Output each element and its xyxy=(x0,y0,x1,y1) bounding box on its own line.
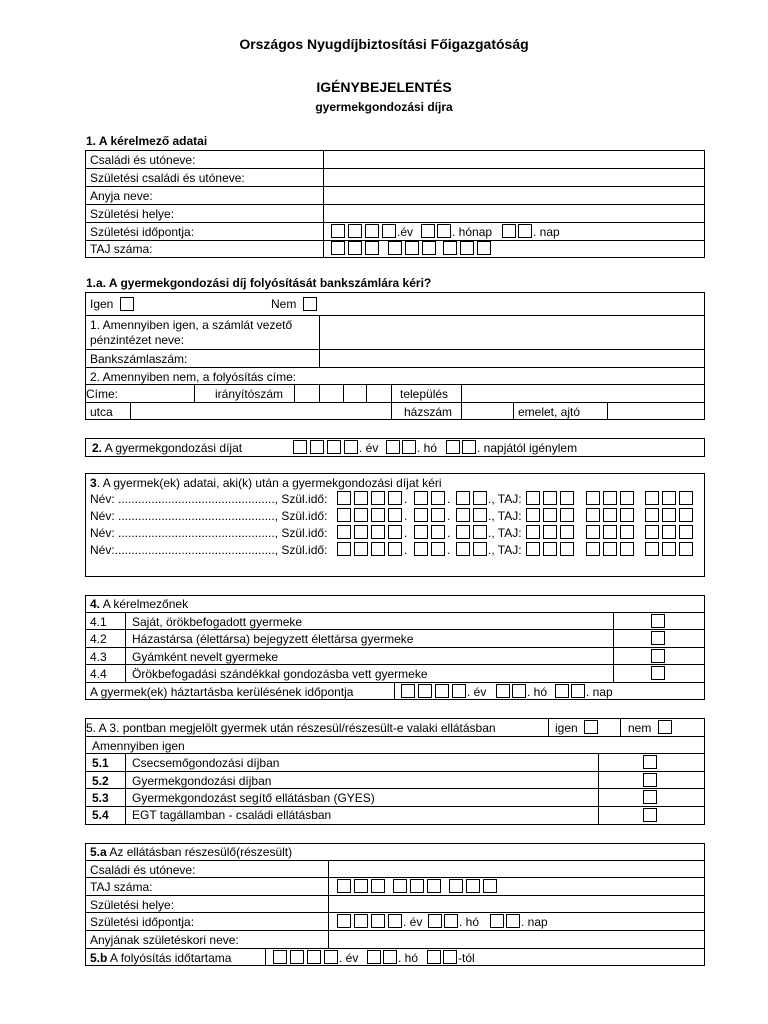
bank-yes-checkbox[interactable] xyxy=(120,297,134,311)
recipient-birth-year-digit[interactable] xyxy=(371,914,385,928)
payment-start-year-digit[interactable] xyxy=(307,950,321,964)
child-birth-year-digit[interactable] xyxy=(388,525,402,539)
s4-row-code: 4.2 xyxy=(90,632,107,646)
bank-no-label: Nem xyxy=(271,297,297,311)
applicant-birth-year-digit[interactable] xyxy=(365,224,379,238)
recipient-name-label: Családi és utóneve: xyxy=(90,863,196,877)
s5-row-code: 5.1 xyxy=(92,756,109,770)
separator-dot: . xyxy=(447,526,451,540)
bank-account-label: Bankszámlaszám: xyxy=(90,352,188,366)
bank-no-checkbox[interactable] xyxy=(303,297,317,311)
s5-no-checkbox[interactable] xyxy=(658,720,672,734)
applicant-taj-digit[interactable] xyxy=(405,241,419,255)
recipient-birthdate-label: Születési időpontja: xyxy=(90,915,195,929)
recipient-mother-name-label: Anyjának születéskori neve: xyxy=(90,933,239,947)
applicant-taj-digit[interactable] xyxy=(388,241,402,255)
separator-dot: . xyxy=(404,492,408,506)
s5-eea-checkbox[interactable] xyxy=(643,808,657,822)
s5-infant-care-checkbox[interactable] xyxy=(643,755,657,769)
applicant-mother-name-label: Anyja neve: xyxy=(90,189,153,203)
recipient-taj-digit[interactable] xyxy=(393,879,407,893)
s5-if-yes-label: Amennyiben igen xyxy=(92,739,185,753)
child-birth-year-digit[interactable] xyxy=(337,542,351,556)
applicant-taj-digit[interactable] xyxy=(422,241,436,255)
applicant-name-label: Családi és utóneve: xyxy=(90,153,196,167)
bank-yes-label: Igen xyxy=(90,297,114,311)
gyed-start-year-digit[interactable] xyxy=(310,440,324,454)
recipient-birth-year-digit[interactable] xyxy=(354,914,368,928)
month-suffix: . hó xyxy=(417,441,438,455)
child-birth-day-digit[interactable] xyxy=(456,491,470,505)
section-5b-code: 5.b xyxy=(90,951,108,965)
section-4-num: 4. xyxy=(90,597,101,611)
child-birth-day-digit[interactable] xyxy=(456,508,470,522)
s5-yes-checkbox[interactable] xyxy=(584,720,598,734)
section-5a-title-text: Az ellátásban részesülő(részesült) xyxy=(109,845,293,859)
recipient-taj-digit[interactable] xyxy=(483,879,497,893)
gyed-start-year-digit[interactable] xyxy=(293,440,307,454)
recipient-birth-day-digit[interactable] xyxy=(506,914,520,928)
s4-guardian-child-checkbox[interactable] xyxy=(651,649,665,663)
child-taj-label: ., TAJ: xyxy=(488,509,522,523)
applicant-birthdate-label: Születési időpontja: xyxy=(90,225,195,239)
applicant-birth-month-digit[interactable] xyxy=(421,224,435,238)
child-name-label: Név:................................................, Szül.idő: xyxy=(90,543,328,557)
month-suffix: . hónap xyxy=(452,225,493,239)
section-2-text: A gyermekgondozási díjat xyxy=(104,441,243,455)
child-birth-month-digit[interactable] xyxy=(414,491,428,505)
s5-row-text: Gyermekgondozást segítő ellátásban (GYES) xyxy=(132,791,375,805)
gyed-start-year-digit[interactable] xyxy=(327,440,341,454)
child-taj-digit[interactable] xyxy=(662,542,676,556)
child-taj-digit[interactable] xyxy=(586,491,600,505)
household-date-label: A gyermek(ek) háztartásba kerülésének időpontja xyxy=(90,685,354,699)
child-taj-digit[interactable] xyxy=(560,508,574,522)
s5-row-code: 5.2 xyxy=(92,774,109,788)
gyed-start-day-digit[interactable] xyxy=(446,440,460,454)
separator-dot: . xyxy=(447,492,451,506)
child-taj-digit[interactable] xyxy=(543,542,557,556)
child-taj-digit[interactable] xyxy=(645,491,659,505)
payment-start-year-digit[interactable] xyxy=(273,950,287,964)
child-taj-digit[interactable] xyxy=(620,542,634,556)
applicant-birth-day-digit[interactable] xyxy=(502,224,516,238)
separator-dot: . xyxy=(404,509,408,523)
child-birth-year-digit[interactable] xyxy=(371,508,385,522)
applicant-birthplace-label: Születési helye: xyxy=(90,207,175,221)
child-birth-month-digit[interactable] xyxy=(431,542,445,556)
gyed-start-day-digit[interactable] xyxy=(462,440,476,454)
s4-spouse-child-checkbox[interactable] xyxy=(651,631,665,645)
from-suffix: -tól xyxy=(458,951,475,965)
payment-start-month-digit[interactable] xyxy=(367,950,381,964)
year-suffix: . év xyxy=(467,685,487,699)
child-taj-digit[interactable] xyxy=(526,525,540,539)
section-2-tail: . napjától igénylem xyxy=(477,441,578,455)
section-5b-label xyxy=(90,951,231,965)
child-taj-digit[interactable] xyxy=(620,525,634,539)
year-suffix: . év xyxy=(339,951,359,965)
floor-door-label: emelet, ajtó xyxy=(518,405,581,419)
s5-row-code: 5.3 xyxy=(92,791,109,805)
s4-own-child-checkbox[interactable] xyxy=(651,614,665,628)
child-taj-digit[interactable] xyxy=(603,508,617,522)
recipient-birth-year-digit[interactable] xyxy=(388,914,402,928)
child-birth-day-digit[interactable] xyxy=(473,525,487,539)
s5-row-text: Csecsemőgondozási díjban xyxy=(132,756,280,770)
household-year-digit[interactable] xyxy=(435,684,449,698)
s4-row-text: Gyámként nevelt gyermeke xyxy=(132,650,279,664)
gyed-start-year-digit[interactable] xyxy=(344,440,358,454)
child-taj-digit[interactable] xyxy=(662,491,676,505)
section-2-num: 2. xyxy=(92,441,103,455)
s4-row-text: Örökbefogadási szándékkal gondozásba vett gyermeke xyxy=(132,667,428,681)
child-birth-month-digit[interactable] xyxy=(431,508,445,522)
child-birth-year-digit[interactable] xyxy=(337,525,351,539)
child-taj-label: ., TAJ: xyxy=(488,543,522,557)
s5-yes-label: igen xyxy=(555,721,578,735)
child-taj-digit[interactable] xyxy=(679,508,693,522)
child-birth-year-digit[interactable] xyxy=(388,542,402,556)
child-name-label: Név: ..............................................., Szül.idő: xyxy=(90,509,328,523)
month-suffix: . hó xyxy=(459,915,480,929)
section-2-number xyxy=(92,441,242,455)
section-4-title-text: A kérelmezőnek xyxy=(102,597,189,611)
child-taj-digit[interactable] xyxy=(603,491,617,505)
child-birth-month-digit[interactable] xyxy=(431,491,445,505)
child-name-label: Név: ..............................................., Szül.idő: xyxy=(90,526,328,540)
section-1a-title: 1.a. A gyermekgondozási díj folyósítását bankszámlára kéri? xyxy=(86,276,432,290)
applicant-taj-digit[interactable] xyxy=(365,241,379,255)
child-taj-digit[interactable] xyxy=(603,525,617,539)
recipient-taj-digit[interactable] xyxy=(354,879,368,893)
separator-dot: . xyxy=(404,526,408,540)
payment-start-year-digit[interactable] xyxy=(324,950,338,964)
household-day-digit[interactable] xyxy=(555,684,569,698)
child-taj-label: ., TAJ: xyxy=(488,526,522,540)
bank-name-label-line2: pénzintézet neve: xyxy=(90,333,185,347)
organization-name: Országos Nyugdíjbiztosítási Főigazgatóság xyxy=(239,36,529,52)
payment-start-day-digit[interactable] xyxy=(427,950,441,964)
household-year-digit[interactable] xyxy=(401,684,415,698)
child-birth-day-digit[interactable] xyxy=(456,525,470,539)
child-birth-month-digit[interactable] xyxy=(414,525,428,539)
house-number-label: házszám xyxy=(404,405,453,419)
recipient-birth-month-digit[interactable] xyxy=(428,914,442,928)
child-birth-year-digit[interactable] xyxy=(371,542,385,556)
child-taj-digit[interactable] xyxy=(679,525,693,539)
s4-row-text: Saját, örökbefogadott gyermeke xyxy=(132,615,303,629)
applicant-taj-digit[interactable] xyxy=(460,241,474,255)
child-taj-digit[interactable] xyxy=(543,525,557,539)
bank-name-label-line1: 1. Amennyiben igen, a számlát vezető xyxy=(90,318,293,332)
household-year-digit[interactable] xyxy=(418,684,432,698)
child-taj-digit[interactable] xyxy=(603,542,617,556)
applicant-birth-year-digit[interactable] xyxy=(348,224,362,238)
separator-dot: . xyxy=(404,543,408,557)
payment-start-month-digit[interactable] xyxy=(383,950,397,964)
child-birth-day-digit[interactable] xyxy=(456,542,470,556)
form-subtitle: gyermekgondozási díjra xyxy=(315,100,453,114)
section-5a-code: 5.a xyxy=(90,845,107,859)
s5-row-text: EGT tagállamban - családi ellátásban xyxy=(132,808,332,822)
child-taj-digit[interactable] xyxy=(586,508,600,522)
child-birth-year-digit[interactable] xyxy=(354,542,368,556)
child-birth-year-digit[interactable] xyxy=(354,525,368,539)
child-taj-digit[interactable] xyxy=(662,525,676,539)
child-taj-digit[interactable] xyxy=(620,508,634,522)
recipient-birth-month-digit[interactable] xyxy=(444,914,458,928)
day-suffix: . nap xyxy=(521,915,548,929)
section-3-title xyxy=(90,476,442,490)
payment-start-year-digit[interactable] xyxy=(290,950,304,964)
s5-gyes-checkbox[interactable] xyxy=(643,790,657,804)
child-name-label: Név: ..............................................., Szül.idő: xyxy=(90,492,328,506)
child-birth-day-digit[interactable] xyxy=(473,508,487,522)
address-label: Címe: xyxy=(86,387,119,401)
s5-row-code: 5.4 xyxy=(92,808,109,822)
household-month-digit[interactable] xyxy=(496,684,510,698)
child-taj-digit[interactable] xyxy=(526,542,540,556)
child-birth-year-digit[interactable] xyxy=(337,508,351,522)
s4-row-code: 4.4 xyxy=(90,667,107,681)
year-suffix: . év xyxy=(359,441,379,455)
applicant-taj-label: TAJ száma: xyxy=(90,242,153,256)
recipient-taj-digit[interactable] xyxy=(337,879,351,893)
child-birth-day-digit[interactable] xyxy=(473,491,487,505)
section-5b-text: A folyósítás időtartama xyxy=(110,951,232,965)
section-1-title: 1. A kérelmező adatai xyxy=(86,134,208,148)
household-day-digit[interactable] xyxy=(571,684,585,698)
applicant-taj-digit[interactable] xyxy=(348,241,362,255)
child-taj-digit[interactable] xyxy=(645,508,659,522)
s4-row-code: 4.1 xyxy=(90,615,107,629)
child-birth-year-digit[interactable] xyxy=(388,508,402,522)
applicant-birth-year-digit[interactable] xyxy=(331,224,345,238)
child-birth-year-digit[interactable] xyxy=(371,525,385,539)
s5-no-label: nem xyxy=(628,721,652,735)
child-birth-year-digit[interactable] xyxy=(388,491,402,505)
year-suffix: . év xyxy=(403,915,423,929)
month-suffix: . hó xyxy=(398,951,419,965)
section-3-num: 3 xyxy=(90,476,97,490)
child-taj-digit[interactable] xyxy=(586,542,600,556)
section-4-title xyxy=(90,597,188,611)
day-suffix: . nap xyxy=(586,685,613,699)
applicant-birth-name-label: Születési családi és utóneve: xyxy=(90,171,245,185)
child-taj-digit[interactable] xyxy=(620,491,634,505)
street-label: utca xyxy=(90,405,113,419)
child-taj-digit[interactable] xyxy=(645,525,659,539)
child-taj-digit[interactable] xyxy=(586,525,600,539)
child-taj-label: ., TAJ: xyxy=(488,492,522,506)
child-taj-digit[interactable] xyxy=(679,542,693,556)
s4-adoption-child-checkbox[interactable] xyxy=(651,666,665,680)
child-taj-digit[interactable] xyxy=(543,491,557,505)
recipient-taj-digit[interactable] xyxy=(466,879,480,893)
recipient-taj-digit[interactable] xyxy=(427,879,441,893)
child-birth-month-digit[interactable] xyxy=(414,508,428,522)
separator-dot: . xyxy=(447,543,451,557)
applicant-birth-month-digit[interactable] xyxy=(437,224,451,238)
child-taj-digit[interactable] xyxy=(560,491,574,505)
recipient-birthplace-label: Születési helye: xyxy=(90,898,175,912)
applicant-taj-digit[interactable] xyxy=(477,241,491,255)
payment-start-day-digit[interactable] xyxy=(443,950,457,964)
recipient-taj-digit[interactable] xyxy=(371,879,385,893)
child-taj-digit[interactable] xyxy=(526,491,540,505)
applicant-taj-digit[interactable] xyxy=(443,241,457,255)
address-question: 2. Amennyiben nem, a folyósítás címe: xyxy=(90,370,297,384)
separator-dot: . xyxy=(447,509,451,523)
gyed-start-month-digit[interactable] xyxy=(402,440,416,454)
recipient-birth-day-digit[interactable] xyxy=(490,914,504,928)
day-suffix: . nap xyxy=(533,225,560,239)
child-birth-year-digit[interactable] xyxy=(337,491,351,505)
month-suffix: . hó xyxy=(527,685,548,699)
form-title: IGÉNYBEJELENTÉS xyxy=(316,79,452,95)
child-taj-digit[interactable] xyxy=(560,542,574,556)
s4-row-code: 4.3 xyxy=(90,650,107,664)
s5-row-text: Gyermekgondozási díjban xyxy=(132,774,272,788)
child-birth-year-digit[interactable] xyxy=(354,508,368,522)
child-taj-digit[interactable] xyxy=(679,491,693,505)
child-taj-digit[interactable] xyxy=(645,542,659,556)
child-taj-digit[interactable] xyxy=(662,508,676,522)
child-birth-month-digit[interactable] xyxy=(431,525,445,539)
household-year-digit[interactable] xyxy=(452,684,466,698)
recipient-taj-digit[interactable] xyxy=(410,879,424,893)
child-birth-year-digit[interactable] xyxy=(371,491,385,505)
household-month-digit[interactable] xyxy=(512,684,526,698)
gyed-start-month-digit[interactable] xyxy=(386,440,400,454)
child-taj-digit[interactable] xyxy=(560,525,574,539)
child-taj-digit[interactable] xyxy=(543,508,557,522)
child-taj-digit[interactable] xyxy=(526,508,540,522)
recipient-taj-label: TAJ száma: xyxy=(90,880,153,894)
applicant-birth-year-digit[interactable] xyxy=(382,224,396,238)
section-5a-title xyxy=(90,845,292,859)
s5-childcare-fee-checkbox[interactable] xyxy=(643,773,657,787)
section-5-title: 5. A 3. pontban megjelölt gyermek után részesül/részesült-e valaki ellátásban xyxy=(86,721,496,735)
settlement-label: település xyxy=(400,387,449,401)
recipient-taj-digit[interactable] xyxy=(449,879,463,893)
child-birth-month-digit[interactable] xyxy=(414,542,428,556)
applicant-birth-day-digit[interactable] xyxy=(518,224,532,238)
postal-code-label: irányítószám xyxy=(215,387,284,401)
year-suffix: .év xyxy=(397,225,414,239)
child-birth-year-digit[interactable] xyxy=(354,491,368,505)
recipient-birth-year-digit[interactable] xyxy=(337,914,351,928)
s4-row-text: Házastársa (élettársa) bejegyzett élettársa gyermeke xyxy=(132,632,414,646)
section-3-title-text: . A gyermek(ek) adatai, aki(k) után a gyermekgondozási díjat kéri xyxy=(96,476,442,490)
child-birth-day-digit[interactable] xyxy=(473,542,487,556)
applicant-taj-digit[interactable] xyxy=(331,241,345,255)
